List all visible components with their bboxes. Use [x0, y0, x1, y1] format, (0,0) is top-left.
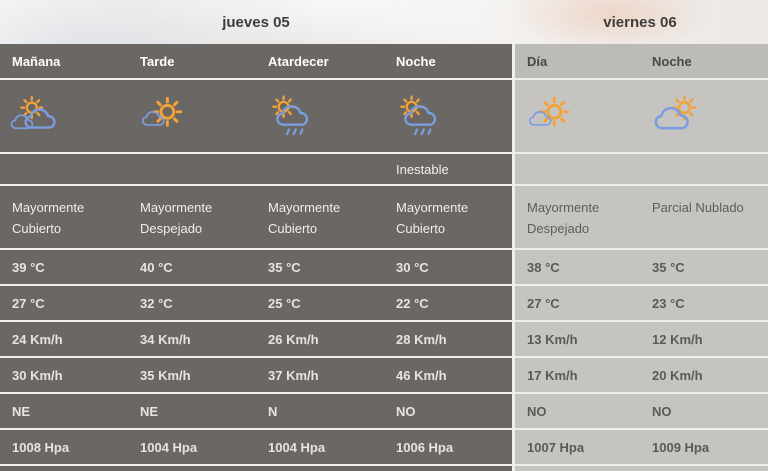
mostly-sunny-icon: [137, 95, 191, 137]
cutoff-cell: [128, 466, 256, 471]
condition-cell: Mayormente Cubierto: [0, 186, 128, 248]
temp-max-cell: 30 °C: [384, 250, 512, 284]
condition-cell: Mayormente Despejado: [512, 186, 640, 248]
weather-icon-cell: [640, 80, 768, 152]
wind-direction-cell: NO: [512, 394, 640, 428]
col-header-dia: Día: [512, 44, 640, 78]
weather-icon-cell: [256, 80, 384, 152]
temp-min-cell: 22 °C: [384, 286, 512, 320]
header-photo-background: [0, 0, 768, 44]
condition-cell: Parcial Nublado: [640, 186, 768, 248]
wind-gust-cell: 35 Km/h: [128, 358, 256, 392]
wind-cell: 12 Km/h: [640, 322, 768, 356]
wind-direction-cell: NE: [0, 394, 128, 428]
wind-gust-cell: 30 Km/h: [0, 358, 128, 392]
temp-max-cell: 35 °C: [640, 250, 768, 284]
alert-cell: [512, 154, 640, 184]
sun-cloud-drizzle-icon: [265, 95, 319, 137]
wind-gust-cell: 20 Km/h: [640, 358, 768, 392]
column-header-row: [0, 44, 768, 78]
pressure-cell: 1009 Hpa: [640, 430, 768, 464]
day-title-jueves: jueves 05: [222, 13, 290, 31]
sun-behind-clouds-icon: [9, 95, 63, 137]
weather-icon-cell: [384, 80, 512, 152]
weather-icon-row: [0, 78, 768, 152]
col-header-atardecer: Atardecer: [256, 44, 384, 78]
weather-icon-cell: [128, 80, 256, 152]
wind-cell: 13 Km/h: [512, 322, 640, 356]
col-header-noche-viernes: Noche: [640, 44, 768, 78]
cutoff-cell: [0, 466, 128, 471]
alert-cell: [128, 154, 256, 184]
cutoff-cell: [640, 466, 768, 471]
condition-row: [0, 184, 768, 248]
mostly-sunny-icon: [524, 95, 578, 137]
wind-gust-cell: 37 Km/h: [256, 358, 384, 392]
wind-direction-row: [0, 392, 768, 428]
alert-cell: [256, 154, 384, 184]
cutoff-cell: [384, 466, 512, 471]
wind-cell: 26 Km/h: [256, 322, 384, 356]
cutoff-row: [0, 464, 768, 471]
pressure-cell: 1007 Hpa: [512, 430, 640, 464]
pressure-row: [0, 428, 768, 464]
wind-direction-cell: NO: [640, 394, 768, 428]
weather-icon-cell: [0, 80, 128, 152]
alert-cell: Inestable: [384, 154, 512, 184]
col-header-manana: Mañana: [0, 44, 128, 78]
wind-direction-cell: NO: [384, 394, 512, 428]
temp-min-cell: 25 °C: [256, 286, 384, 320]
cutoff-cell: [256, 466, 384, 471]
wind-cell: 34 Km/h: [128, 322, 256, 356]
temp-min-row: [0, 284, 768, 320]
temp-max-cell: 35 °C: [256, 250, 384, 284]
temp-min-cell: 27 °C: [512, 286, 640, 320]
condition-cell: Mayormente Cubierto: [256, 186, 384, 248]
wind-direction-cell: NE: [128, 394, 256, 428]
col-header-tarde: Tarde: [128, 44, 256, 78]
wind-cell: 24 Km/h: [0, 322, 128, 356]
cutoff-cell: [512, 466, 640, 471]
temp-min-cell: 27 °C: [0, 286, 128, 320]
wind-gust-row: [0, 356, 768, 392]
condition-cell: Mayormente Cubierto: [384, 186, 512, 248]
wind-gust-cell: 46 Km/h: [384, 358, 512, 392]
pressure-cell: 1006 Hpa: [384, 430, 512, 464]
wind-row: [0, 320, 768, 356]
weather-icon-cell: [512, 80, 640, 152]
temp-max-cell: 38 °C: [512, 250, 640, 284]
alert-cell: [640, 154, 768, 184]
temp-min-cell: 23 °C: [640, 286, 768, 320]
day-title-viernes: viernes 06: [603, 13, 677, 31]
pressure-cell: 1008 Hpa: [0, 430, 128, 464]
alert-row: [0, 152, 768, 184]
wind-cell: 28 Km/h: [384, 322, 512, 356]
temp-max-cell: 39 °C: [0, 250, 128, 284]
wind-gust-cell: 17 Km/h: [512, 358, 640, 392]
pressure-cell: 1004 Hpa: [256, 430, 384, 464]
temp-max-row: [0, 248, 768, 284]
alert-cell: [0, 154, 128, 184]
condition-cell: Mayormente Despejado: [128, 186, 256, 248]
col-header-noche-jueves: Noche: [384, 44, 512, 78]
partly-cloudy-icon: [649, 95, 703, 137]
temp-max-cell: 40 °C: [128, 250, 256, 284]
temp-min-cell: 32 °C: [128, 286, 256, 320]
wind-direction-cell: N: [256, 394, 384, 428]
pressure-cell: 1004 Hpa: [128, 430, 256, 464]
sun-cloud-drizzle-icon: [393, 95, 447, 137]
